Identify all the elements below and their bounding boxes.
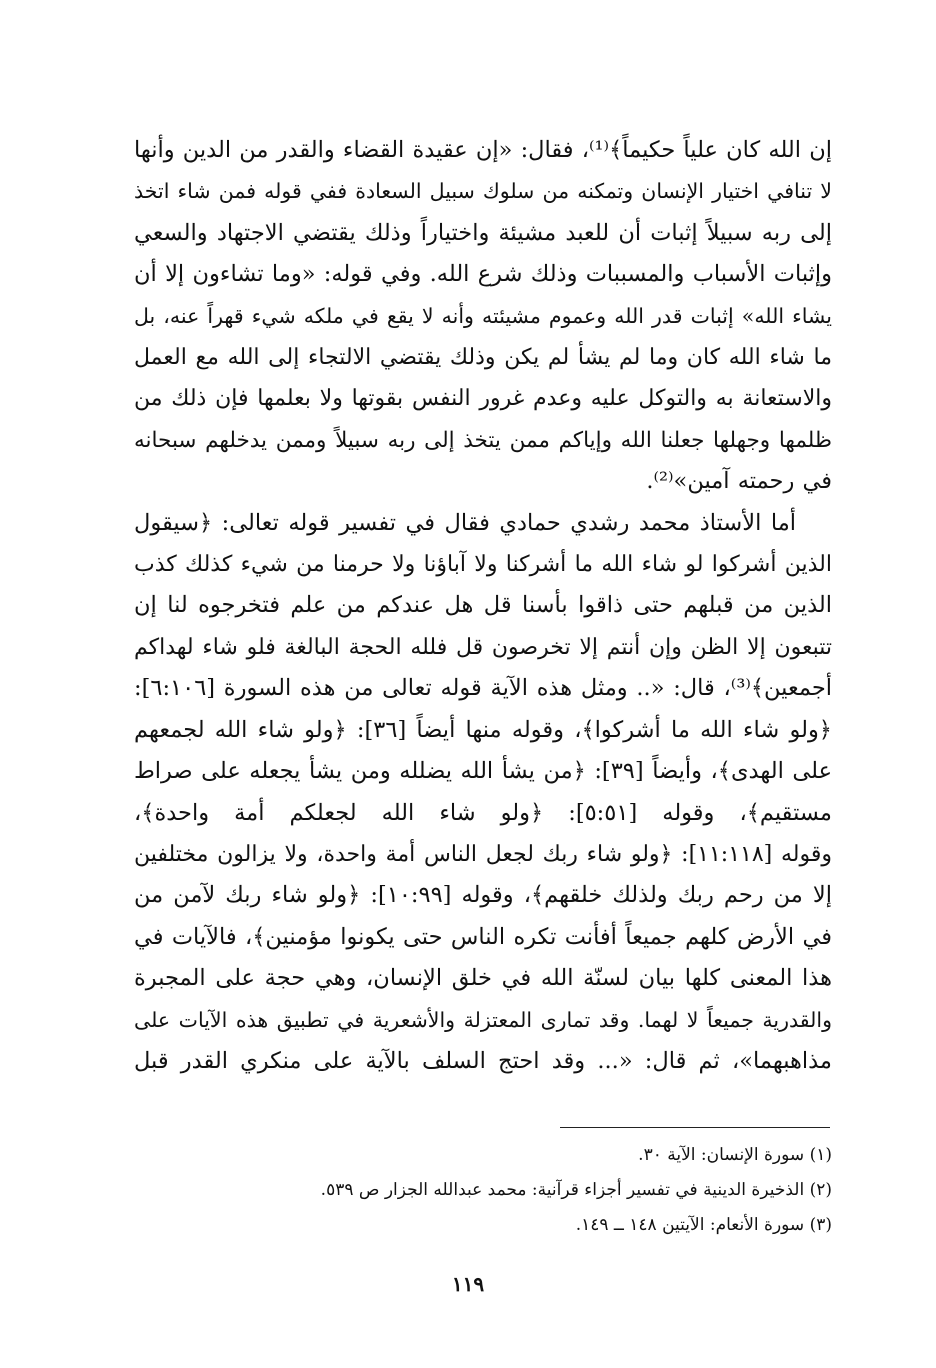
text-line: تتبعون إلا الظن وإن أنتم إلا تخرصون قل فلله الحجة البالغة فلو شاء لهداكم <box>134 634 832 660</box>
text-line: والقدرية جميعاً لا لهما. وقد تمارى المعتزلة والأشعرية في تطبيق هذه الآيات على <box>134 1007 832 1032</box>
text-line: أجمعين﴾⁽³⁾، قال: «.. ومثل هذه الآية قوله تعالى من هذه السورة [٦:١٠٦]: <box>134 675 832 702</box>
footnote-1: (١) سورة الإنسان: الآية ٣٠. <box>638 1145 832 1165</box>
text-line: إلا من رحم ربك ولذلك خلقهم﴾، وقوله [١٠:٩٩]: ﴿ولو شاء ربك لآمن من <box>134 882 832 909</box>
text-line: إن الله كان علياً حكيماً﴾⁽¹⁾، فقال: «إن عقيدة القضاء والقدر من الدين وأنها <box>134 137 832 163</box>
footnote-2: (٢) الذخيرة الدينية في تفسير أجزاء قرآنية: محمد عبدالله الجزار ص ٥٣٩. <box>320 1180 832 1200</box>
text-line: الذين أشركوا لو شاء الله ما أشركنا ولا آباؤنا ولا حرمنا من شيء كذلك كذب <box>134 552 832 578</box>
paragraph-1 <box>134 130 832 503</box>
text-line: إلى ربه سبيلاً إثبات أن للعبد مشيئة واختياراً وذلك يقتضي الاجتهاد والسعي <box>134 219 832 246</box>
text-line: لا تنافي اختيار الإنسان وتمكنه من سلوك سبيل السعادة ففي قوله فمن شاء اتخذ <box>134 179 832 204</box>
text-line: ما شاء الله كان وما لم يشأ لم يكن وذلك يقتضي الالتجاء إلى الله مع العمل <box>134 345 832 371</box>
main-text <box>134 130 832 1082</box>
text-line: ﴿ولو شاء الله ما أشركوا﴾، وقوله منها أيضاً [٣٦]: ﴿ولو شاء الله لجمعهم <box>134 716 832 743</box>
text-line: وقوله [١١:١١٨]: ﴿ولو شاء ربك لجعل الناس أمة واحدة، ولا يزالون مختلفين <box>134 841 832 867</box>
text-line: في رحمته آمين»⁽²⁾. <box>646 468 832 495</box>
text-line: وإثبات الأسباب والمسببات وذلك شرع الله. وفي قوله: «وما تشاءون إلا أن <box>134 261 832 288</box>
text-line: أما الأستاذ محمد رشدي حمادي فقال في تفسير قوله تعالى: ﴿سيقول <box>134 509 796 536</box>
footnote-divider <box>560 1127 830 1128</box>
page-number: ١١٩ <box>451 1272 485 1296</box>
footnote-3: (٣) سورة الأنعام: الآيتين ١٤٨ ــ ١٤٩. <box>575 1215 832 1235</box>
text-line: مستقيم﴾، وقوله [٥:٥١]: ﴿ولو شاء الله لجعلكم أمة واحدة﴾، <box>134 799 832 826</box>
text-line: ظلمها وجهلها جعلنا الله وإياكم ممن يتخذ إلى ربه سبيلاً وممن يدخلهم سبحانه <box>134 427 832 453</box>
paragraph-2 <box>134 503 832 1083</box>
text-line: هذا المعنى كلها بيان لسنّة الله في خلق الإنسان، وهي حجة على المجبرة <box>134 965 832 992</box>
text-line: والاستعانة به والتوكل عليه وعدم غرور النفس بقوتها ولا بعلمها فإن ذلك من <box>134 386 832 412</box>
text-line: الذين من قبلهم حتى ذاقوا بأسنا قل هل عندكم من علم فتخرجوه لنا إن <box>134 592 832 619</box>
text-line: في الأرض كلهم جميعاً أفأنت تكره الناس حتى يكونوا مؤمنين﴾، فالآيات في <box>134 923 832 950</box>
footnotes <box>200 1138 832 1243</box>
text-line: يشاء الله» إثبات قدر الله وعموم مشيئته وأنه لا يقع في ملكه شيء قهراً عنه، بل <box>134 303 832 328</box>
text-line: على الهدى﴾، وأيضاً [٣٩]: ﴿من يشأ الله يضلله ومن يشأ يجعله على صراط <box>134 758 832 785</box>
text-line: مذاهبهما»، ثم قال: «... وقد احتج السلف بالآية على منكري القدر قبل <box>134 1047 832 1074</box>
